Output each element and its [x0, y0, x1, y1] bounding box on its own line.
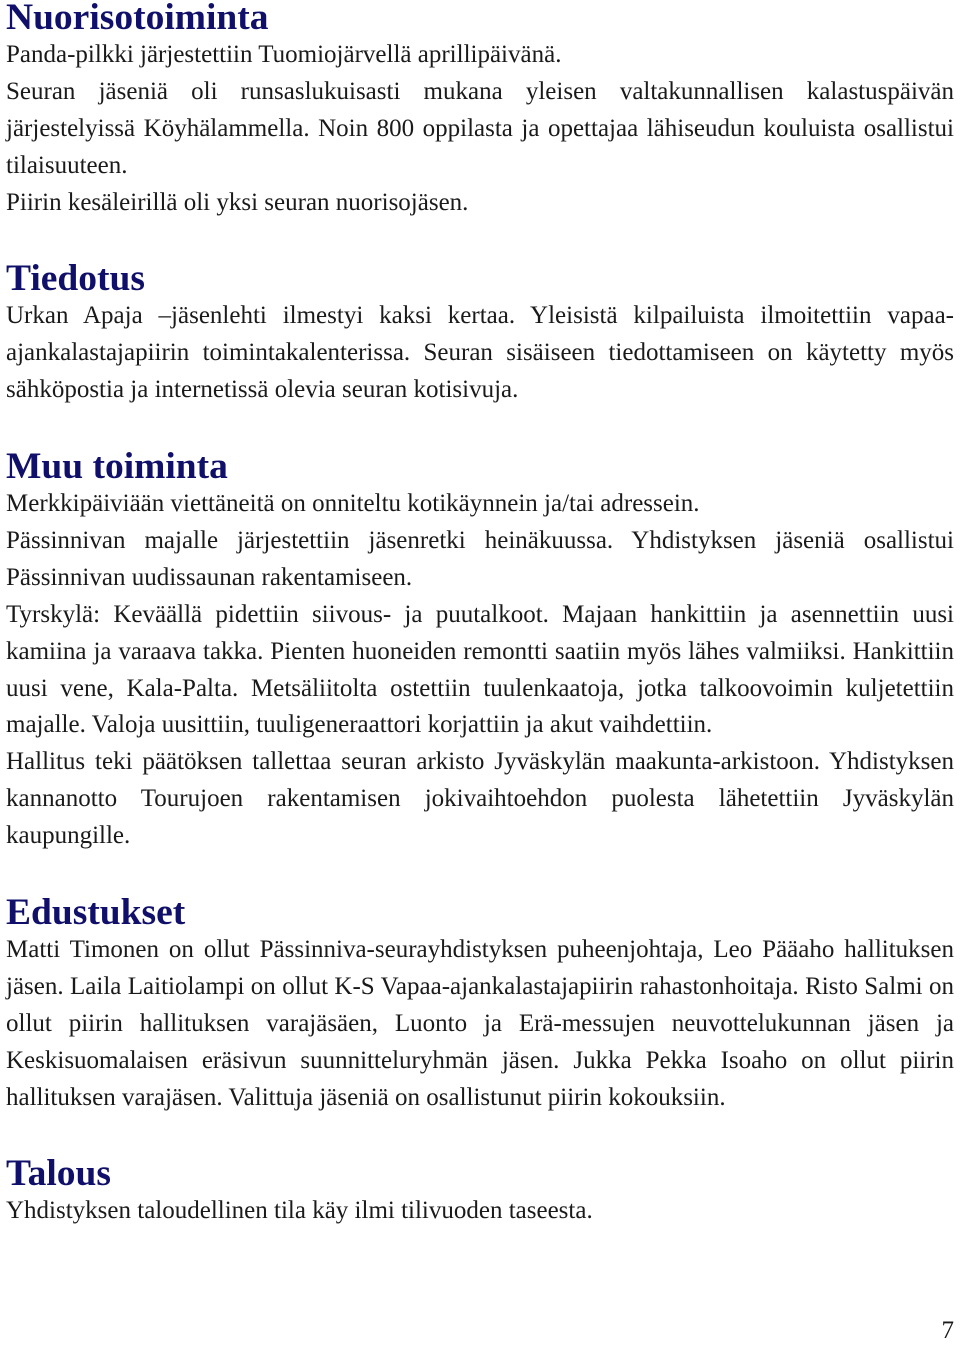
- paragraph: Seuran jäseniä oli runsaslukuisasti mukana yleisen valtakunnallisen kalastuspäivän järjestelyissä Köyhälammella. Noin 800 oppilasta ja opettajaa lähiseudun kouluista osallistui tilaisuuteen.: [6, 77, 954, 179]
- section-heading: Nuorisotoiminta: [6, 0, 269, 38]
- section-nuorisotoiminta: [6, 0, 954, 221]
- paragraph: Pässinnivan majalle järjestettiin jäsenretki heinäkuussa. Yhdistyksen jäseniä osallistui Pässinnivan uudissaunan rakentamiseen.: [6, 526, 954, 591]
- section-gap: [6, 855, 954, 895]
- section-tiedotus: [6, 258, 954, 409]
- paragraph: Piirin kesäleirillä oli yksi seuran nuorisojäsen.: [6, 188, 469, 216]
- section-talous: [6, 1153, 954, 1230]
- section-gap: [6, 221, 954, 261]
- section-gap: [6, 1116, 954, 1156]
- section-heading: Edustukset: [6, 892, 186, 934]
- paragraph: Hallitus teki päätöksen tallettaa seuran arkisto Jyväskylän maakunta-arkistoon. Yhdistyksen kannanotto Tourujoen rakentamisen jokivaihtoehdon puolesta lähetettiin Jyväskylän kaupungille.: [6, 748, 954, 850]
- section-edustukset: [6, 892, 954, 1116]
- section-heading: Tiedotus: [6, 258, 145, 300]
- section-heading: Muu toiminta: [6, 446, 228, 488]
- section-muu-toiminta: [6, 446, 954, 855]
- document-page: [6, 0, 954, 1230]
- paragraph: Matti Timonen on ollut Pässinniva-seurayhdistyksen puheenjohtaja, Leo Pääaho hallituksen jäsen. Laila Laitiolampi on ollut K-S Vapaa-ajankalastajapiirin rahastonhoitaja. Risto Salmi on ollut piirin hallituksen varajäsäen, Luonto ja Erä-messujen neuvottelukunnan jäsen ja Keskisuomalaisen eräsivun suunnitteluryhmän jäsen. Jukka Pekka Isoaho on ollut piirin hallituksen varajäsen. Valittuja jäseniä on osallistunut piirin kokouksiin.: [6, 935, 954, 1111]
- section-gap: [6, 409, 954, 449]
- paragraph: Yhdistyksen taloudellinen tila käy ilmi tilivuoden taseesta.: [6, 1197, 593, 1225]
- section-heading: Talous: [6, 1153, 111, 1195]
- paragraph: Urkan Apaja –jäsenlehti ilmestyi kaksi kertaa. Yleisistä kilpailuista ilmoitettiin vapaa-ajankalastajapiirin toimintakalenterissa. Seuran sisäiseen tiedottamiseen on käytetty myös sähköpostia ja internetissä olevia seuran kotisivuja.: [6, 302, 954, 404]
- paragraph: Tyrskylä: Keväällä pidettiin siivous- ja puutalkoot. Majaan hankittiin ja asennettiin uusi kamiina ja varaava takka. Pienten huoneiden remontti saatiin myös lähes valmiiksi. Hankittiin uusi vene, Kala-Palta. Metsäliitolta ostettiin tuulenkaatoja, jotka talkoovoimin kuljetettiin majalle. Valoja uusittiin, tuuligeneraattori korjattiin ja akut vaihdettiin.: [6, 600, 954, 739]
- paragraph: Merkkipäiviään viettäneitä on onniteltu kotikäynnein ja/tai adressein.: [6, 489, 700, 517]
- paragraph: Panda-pilkki järjestettiin Tuomiojärvellä aprillipäivänä.: [6, 40, 562, 68]
- page-number: 7: [941, 1317, 954, 1344]
